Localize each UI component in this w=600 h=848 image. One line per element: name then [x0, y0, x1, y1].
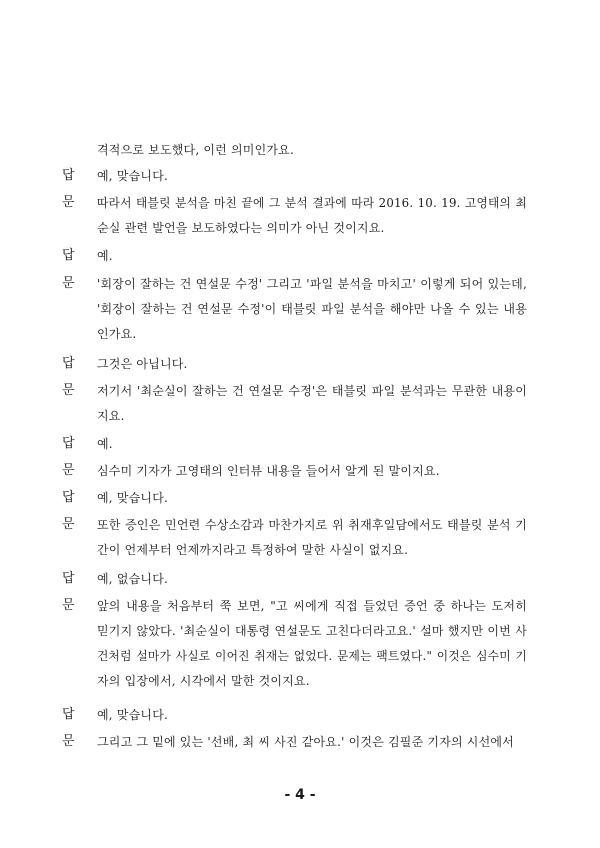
entry-label: 문 [62, 276, 75, 291]
entry-label: 답 [62, 248, 75, 263]
text-line: 앞의 내용을 처음부터 쭉 보면, "고 씨에게 직접 들었던 증언 중 하나는 도저히 [97, 599, 527, 613]
entry-label: 문 [62, 463, 75, 478]
entry-text [97, 276, 527, 342]
entry-text [97, 707, 527, 723]
entry-text [97, 734, 527, 750]
entry-label: 답 [62, 356, 75, 371]
entry-label: 답 [62, 490, 75, 505]
text-line: 믿기지 않았다. '최순실이 대통령 연설문도 고친다더라고요.' 설마 했지만 이번 사 [97, 624, 527, 638]
text-line: 예, 없습니다. [97, 572, 169, 586]
text-line: 인가요. [97, 327, 137, 341]
text-line: 따라서 태블릿 분석을 마친 끝에 그 분석 결과에 따라 2016. 10. 19. 고영태의 최 [97, 196, 527, 210]
entry-label: 답 [62, 571, 75, 586]
text-line: 건처럼 설마가 사실로 이어진 취재는 없었다. 문제는 팩트였다." 이것은 심수미 기 [97, 649, 527, 663]
text-line: '회장이 잘하는 건 연설문 수정' 그리고 '파일 분석을 마치고' 이렇게 되어 있는데, [97, 277, 527, 291]
entry-text [97, 356, 527, 372]
text-line: 순실 관련 발언을 보도하였다는 의미가 아닌 것이지요. [97, 221, 385, 235]
text-line: 예. [97, 437, 113, 451]
text-line: 자의 입장에서, 시각에서 말한 것이지요. [97, 674, 310, 688]
text-line: '회장이 잘하는 건 연설문 수정'이 태블릿 파일 분석을 해야만 나올 수 있는 내용 [97, 302, 527, 316]
entry-label: 문 [62, 598, 75, 613]
entry-label: 문 [62, 383, 75, 398]
entry-label: 문 [62, 195, 75, 210]
entry-text [97, 517, 527, 558]
entry-text [97, 248, 527, 264]
text-line: 예, 맞습니다. [97, 169, 169, 183]
entry-text [97, 571, 527, 587]
text-line: 격적으로 보도했다, 이런 의미인가요. [97, 143, 294, 157]
text-line: 그리고 그 밑에 있는 '선배, 최 씨 사진 같아요.' 이것은 김필준 기자의 시선에서 [97, 735, 514, 749]
text-line: 예, 맞습니다. [97, 708, 169, 722]
entry-label: 문 [62, 734, 75, 749]
text-line: 또한 증인은 민언련 수상소감과 마찬가지로 위 취재후일담에서도 태블릿 분석 기 [97, 518, 527, 532]
text-line: 예. [97, 249, 113, 263]
entry-label: 답 [62, 436, 75, 451]
text-line: 지요. [97, 409, 125, 423]
page-number: - 4 - [284, 787, 316, 803]
entry-text [97, 168, 527, 184]
entry-text [97, 490, 527, 506]
entry-label: 문 [62, 517, 75, 532]
entry-text [97, 195, 527, 236]
text-line: 예, 맞습니다. [97, 491, 169, 505]
entry-text [97, 598, 527, 689]
entry-text [97, 463, 527, 479]
text-line: 심수미 기자가 고영태의 인터뷰 내용을 들어서 알게 된 말이지요. [97, 464, 440, 478]
entry-label: 답 [62, 707, 75, 722]
text-line: 그것은 아닙니다. [97, 357, 188, 371]
text-line: 간이 언제부터 언제까지라고 특정하여 말한 사실이 없지요. [97, 543, 409, 557]
entry-text [97, 142, 527, 158]
entry-label: 답 [62, 168, 75, 183]
text-line: 저기서 '최순실이 잘하는 건 연설문 수정'은 태블릿 파일 분석과는 무관한 내용이 [97, 384, 527, 398]
entry-text [97, 383, 527, 424]
entry-text [97, 436, 527, 452]
